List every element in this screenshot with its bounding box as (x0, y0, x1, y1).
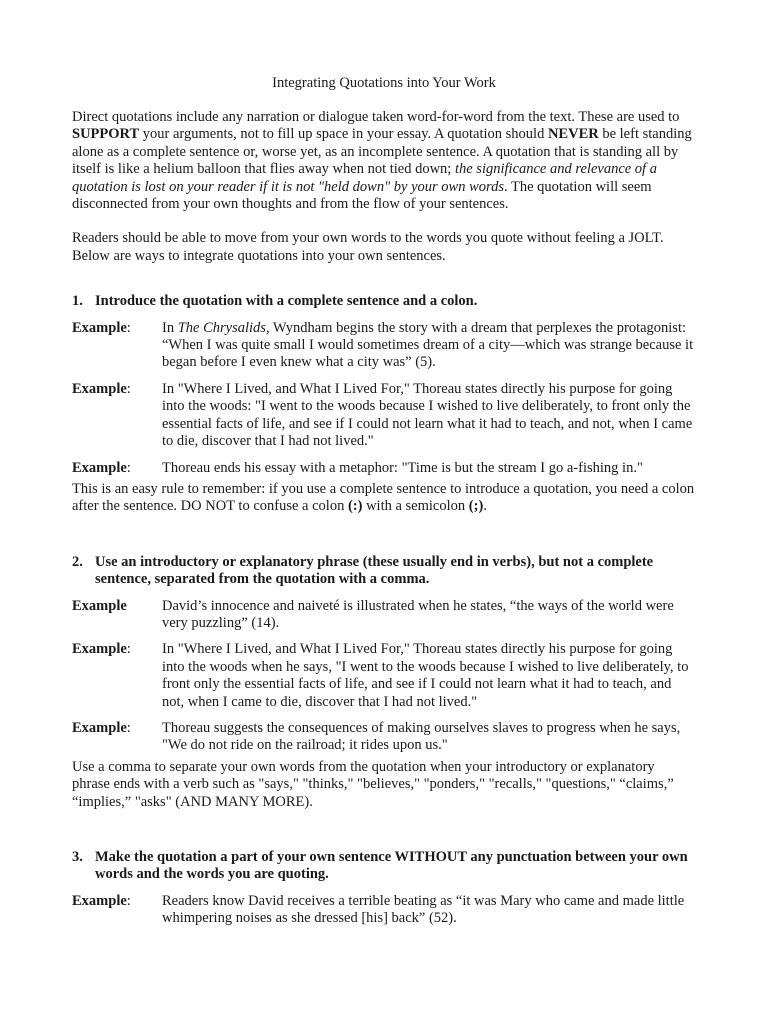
section-1-heading: 1. Introduce the quotation with a complete sentence and a colon. (72, 293, 478, 310)
page-title: Integrating Quotations into Your Work (272, 75, 496, 91)
section-1-note: This is an easy rule to remember: if you use a complete sentence to introduce a quotation, you need a colon after the sentence. DO NOT to confuse a colon (:) with a semicolon (;). (72, 480, 695, 515)
section-1-example-2: Example: In "Where I Lived, and What I Lived For," Thoreau states directly his purpose for going into the woods: "I went to the woods because I wished to live deliberately, to front only the essential facts of life, and see if I could not learn what it had to teach, and not, when I came to die, discover that I had not lived." (72, 380, 693, 450)
intro-paragraph-2: Readers should be able to move from your own words to the words you quote without feeling a JOLT. Below are ways to integrate quotations into your own sentences. (72, 230, 664, 264)
section-3-example-1: Example: Readers know David receives a terrible beating as “it was Mary who came and made little whimpering noises as she dressed [his] back” (52). (72, 892, 685, 927)
intro-paragraph-1: Direct quotations include any narration or dialogue taken word-for-word from the text. These are used to SUPPORT your arguments, not to fill up space in your essay. A quotation should NEVER be left standing alone as a complete sentence or, worse yet, as an incomplete sentence. A quotation that is standing all by itself is like a helium balloon that flies away when not tied down; the significance and relevance of a quotation is lost on your reader if it is not "held down" by your own words. The quotation will seem disconnected from your own thoughts and from the flow of your sentences. (72, 109, 692, 213)
section-1-example-3: Example: Thoreau ends his essay with a metaphor: "Time is but the stream I go a-fishing in." (72, 459, 643, 476)
section-2-example-3: Example: Thoreau suggests the consequences of making ourselves slaves to progress when he says, "We do not ride on the railroad; it rides upon us." (72, 719, 681, 754)
section-2-heading: 2. Use an introductory or explanatory phrase (these usually end in verbs), but not a complete sentence, separated from the quotation with a comma. (72, 553, 654, 588)
section-2-example-1: Example David’s innocence and naiveté is illustrated when he states, “the ways of the world were very puzzling” (14). (72, 597, 674, 631)
section-1-example-1: Example: In The Chrysalids, Wyndham begins the story with a dream that perplexes the protagonist: “When I was quite small I would sometimes dream of a city—which was strange because it began before I even knew what a city was” (5). (72, 319, 694, 371)
section-2-example-2: Example: In "Where I Lived, and What I Lived For," Thoreau states directly his purpose for going into the woods when he says, "I went to the woods because I wished to live deliberately, to front only the essential facts of life, and see if I could not learn what it had to teach, and not, when I came to die, discover that I had not lived." (72, 641, 689, 710)
section-2-note: Use a comma to separate your own words from the quotation when your introductory or explanatory phrase ends with a verb such as "says," "thinks," "believes," "ponders," "recalls," "questions," “claims,” “implies,” "asks" (AND MANY MORE). (72, 758, 674, 810)
section-3-heading: 3. Make the quotation a part of your own sentence WITHOUT any punctuation between your own words and the words you are quoting. (72, 849, 688, 883)
